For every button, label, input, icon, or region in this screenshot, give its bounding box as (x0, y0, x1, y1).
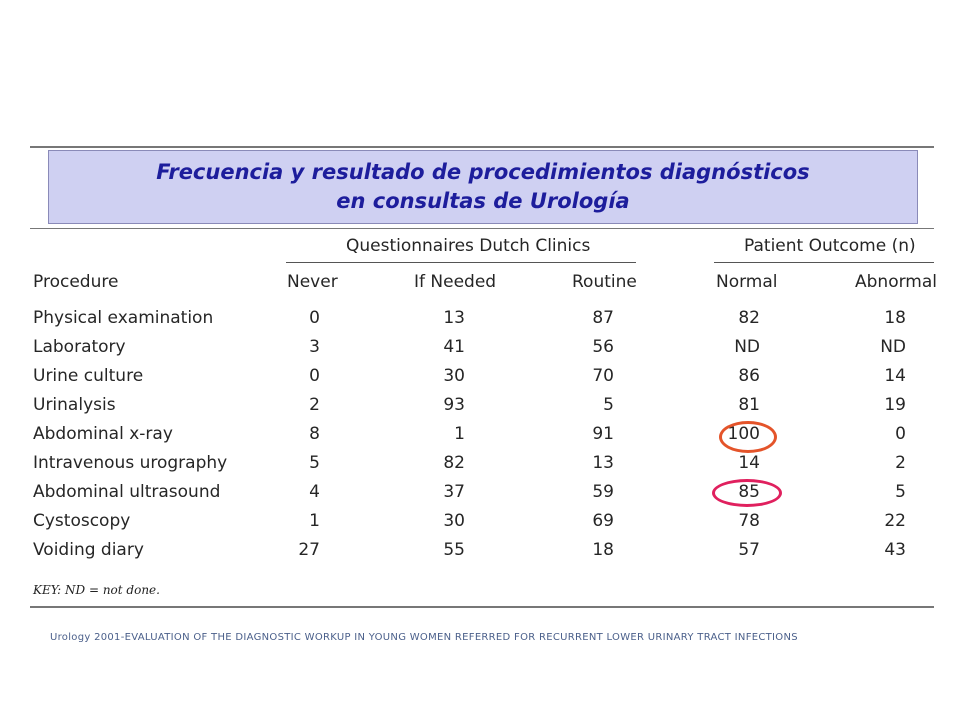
row-procedure: Physical examination (33, 308, 214, 328)
table-key: KEY: ND = not done. (33, 583, 160, 597)
cell-abnormal: 0 (895, 424, 906, 444)
cell-normal: 57 (738, 540, 760, 560)
cell-never: 2 (309, 395, 320, 415)
cell-routine: 91 (592, 424, 614, 444)
cell-normal: 85 (738, 482, 760, 502)
highlight-ellipse-orange (719, 421, 777, 453)
row-procedure: Intravenous urography (33, 453, 228, 473)
cell-normal: 14 (738, 453, 760, 473)
group-header-questionnaires: Questionnaires Dutch Clinics (346, 236, 591, 256)
cell-routine: 59 (592, 482, 614, 502)
column-header-if-needed: If Needed (414, 272, 497, 292)
cell-abnormal: 19 (884, 395, 906, 415)
cell-if-needed: 41 (443, 337, 465, 357)
cell-if-needed: 13 (443, 308, 465, 328)
title-line-2: en consultas de Urología (336, 189, 630, 213)
cell-routine: 70 (592, 366, 614, 386)
questionnaires-group-underline (286, 262, 636, 263)
cell-routine: 69 (592, 511, 614, 531)
outcome-group-underline (714, 262, 934, 263)
cell-never: 3 (309, 337, 320, 357)
title-line-1: Frecuencia y resultado de procedimientos diagnósticos (156, 160, 810, 184)
cell-if-needed: 30 (443, 511, 465, 531)
row-procedure: Urine culture (33, 366, 144, 386)
cell-routine: 13 (592, 453, 614, 473)
cell-routine: 18 (592, 540, 614, 560)
column-header-procedure: Procedure (33, 272, 119, 292)
cell-routine: 56 (592, 337, 614, 357)
cell-never: 0 (309, 366, 320, 386)
cell-if-needed: 55 (443, 540, 465, 560)
cell-never: 1 (309, 511, 320, 531)
table-bottom-rule (30, 606, 934, 608)
cell-normal: 86 (738, 366, 760, 386)
cell-normal: 78 (738, 511, 760, 531)
cell-if-needed: 93 (443, 395, 465, 415)
cell-abnormal: 22 (884, 511, 906, 531)
cell-abnormal: 18 (884, 308, 906, 328)
cell-never: 4 (309, 482, 320, 502)
cell-routine: 5 (603, 395, 614, 415)
column-header-routine: Routine (572, 272, 637, 292)
column-header-normal: Normal (716, 272, 778, 292)
table-header-rule (30, 228, 934, 229)
row-procedure: Cystoscopy (33, 511, 131, 531)
source-citation: Urology 2001-EVALUATION OF THE DIAGNOSTIC WORKUP IN YOUNG WOMEN REFERRED FOR RECURRENT LOWER URINARY TRACT INFECTIONS (50, 632, 798, 643)
cell-abnormal: 14 (884, 366, 906, 386)
title-box (48, 150, 918, 224)
row-procedure: Abdominal ultrasound (33, 482, 221, 502)
cell-abnormal: 43 (884, 540, 906, 560)
cell-normal: ND (734, 337, 760, 357)
cell-normal: 82 (738, 308, 760, 328)
cell-abnormal: 2 (895, 453, 906, 473)
table-top-rule (30, 146, 934, 148)
cell-abnormal: 5 (895, 482, 906, 502)
column-header-abnormal: Abnormal (855, 272, 937, 292)
cell-never: 0 (309, 308, 320, 328)
cell-if-needed: 82 (443, 453, 465, 473)
cell-if-needed: 1 (454, 424, 465, 444)
row-procedure: Voiding diary (33, 540, 144, 560)
cell-never: 5 (309, 453, 320, 473)
cell-if-needed: 30 (443, 366, 465, 386)
cell-if-needed: 37 (443, 482, 465, 502)
row-procedure: Laboratory (33, 337, 126, 357)
cell-normal: 100 (727, 424, 760, 444)
cell-never: 8 (309, 424, 320, 444)
column-header-never: Never (287, 272, 338, 292)
highlight-ellipse-magenta (712, 479, 782, 507)
cell-abnormal: ND (880, 337, 906, 357)
cell-routine: 87 (592, 308, 614, 328)
row-procedure: Abdominal x-ray (33, 424, 173, 444)
row-procedure: Urinalysis (33, 395, 116, 415)
cell-never: 27 (298, 540, 320, 560)
group-header-outcome: Patient Outcome (n) (744, 236, 916, 256)
cell-normal: 81 (738, 395, 760, 415)
